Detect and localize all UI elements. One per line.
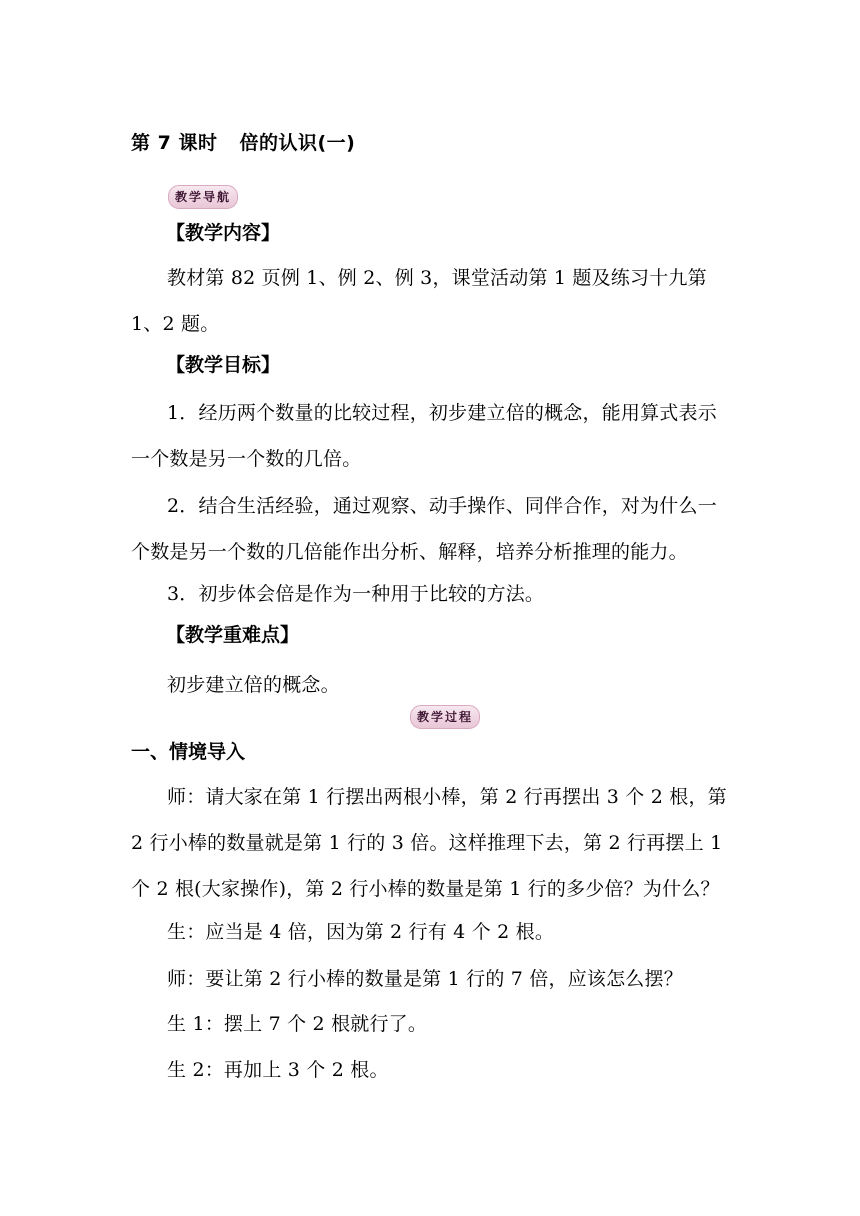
goals-heading: 【教学目标】 bbox=[166, 354, 281, 376]
teaching-process-badge: 教学过程 bbox=[410, 705, 480, 729]
dialogue-teacher-1: 师：请大家在第 1 行摆出两根小棒，第 2 行再摆出 3 个 2 根，第 2 行小棒的数量就是第 1 行的 3 倍。这样推理下去，第 2 行再摆上 1 个 2 根(大家操作)，第 2 行小棒的数量是第 1 行的多少倍？为什么？ bbox=[131, 786, 727, 900]
lesson-topic: 倍的认识(一) bbox=[239, 132, 356, 154]
teaching-guide-badge: 教学导航 bbox=[168, 185, 238, 209]
goal-2: 2．结合生活经验，通过观察、动手操作、同伴合作，对为什么一个数是另一个数的几倍能作出分析、解释，培养分析推理的能力。 bbox=[131, 495, 717, 563]
content-text: 教材第 82 页例 1、例 2、例 3，课堂活动第 1 题及练习十九第 1、2 题。 bbox=[131, 267, 707, 335]
lesson-title bbox=[131, 128, 355, 155]
dialogue-student-3: 生 2：再加上 3 个 2 根。 bbox=[167, 1059, 389, 1081]
goal-1: 1．经历两个数量的比较过程，初步建立倍的概念，能用算式表示一个数是另一个数的几倍。 bbox=[131, 402, 717, 470]
key-points-text: 初步建立倍的概念。 bbox=[167, 674, 340, 696]
dialogue-student-2: 生 1：摆上 7 个 2 根就行了。 bbox=[167, 1013, 428, 1035]
content-heading: 【教学内容】 bbox=[166, 222, 281, 244]
dialogue-student-1: 生：应当是 4 倍，因为第 2 行有 4 个 2 根。 bbox=[167, 921, 555, 943]
intro-heading: 一、情境导入 bbox=[131, 741, 246, 763]
key-points-heading: 【教学重难点】 bbox=[166, 624, 300, 646]
dialogue-teacher-2: 师：要让第 2 行小棒的数量是第 1 行的 7 倍，应该怎么摆？ bbox=[167, 968, 683, 990]
goal-3: 3．初步体会倍是作为一种用于比较的方法。 bbox=[167, 583, 545, 605]
lesson-number: 第 7 课时 bbox=[131, 132, 218, 154]
